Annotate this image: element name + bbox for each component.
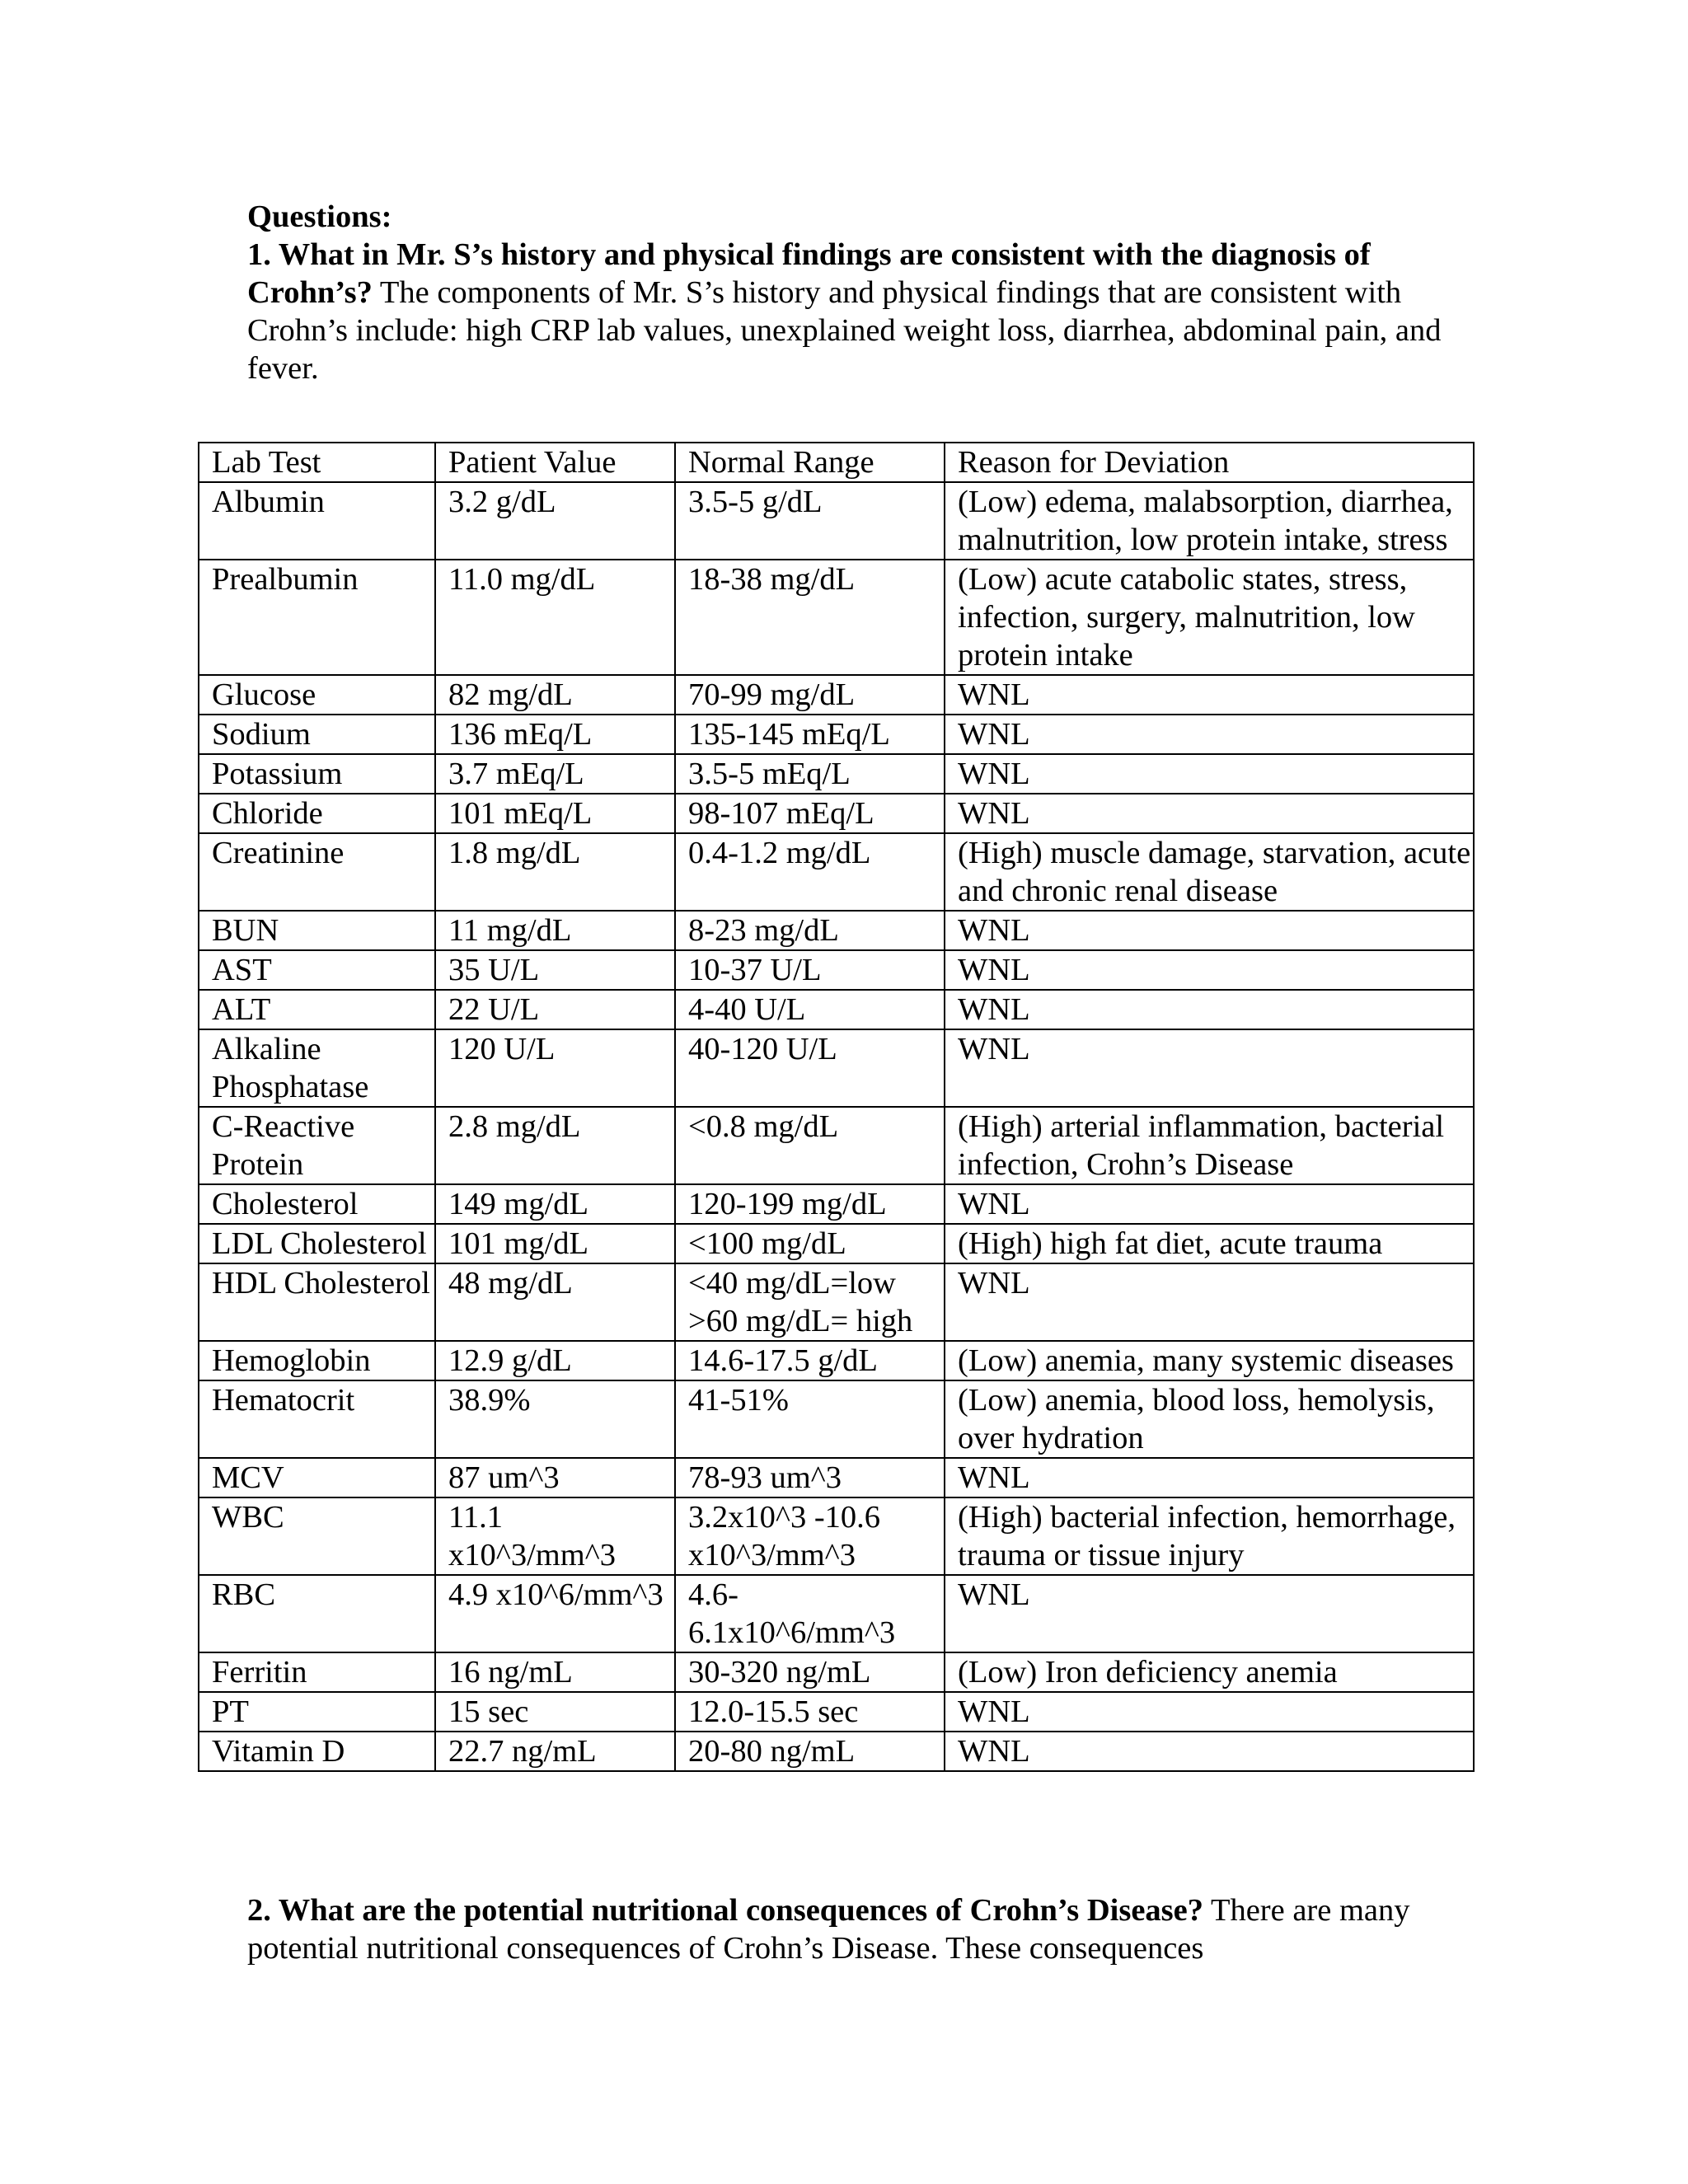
patient-value-cell: 16 ng/mL: [435, 1652, 675, 1692]
lab-test-cell: Prealbumin: [199, 560, 435, 675]
patient-value-cell: 82 mg/dL: [435, 675, 675, 715]
header-normal-range: Normal Range: [675, 443, 945, 482]
question-2-section: [247, 1891, 1451, 1967]
reason-cell: (Low) anemia, blood loss, hemolysis, over hydration: [945, 1380, 1474, 1458]
lab-test-cell: C-Reactive Protein: [199, 1107, 435, 1184]
header-patient-value: Patient Value: [435, 443, 675, 482]
patient-value-cell: 22 U/L: [435, 990, 675, 1029]
reason-cell: WNL: [945, 1184, 1474, 1224]
table-row: [199, 1380, 1474, 1458]
normal-range-cell: 98-107 mEq/L: [675, 794, 945, 833]
table-row: [199, 1652, 1474, 1692]
reason-cell: (Low) anemia, many systemic diseases: [945, 1341, 1474, 1380]
reason-cell: WNL: [945, 911, 1474, 950]
patient-value-cell: 2.8 mg/dL: [435, 1107, 675, 1184]
question-2-answer: There are many potential nutritional consequences of Crohn’s Disease. These consequences: [247, 1893, 1410, 1966]
patient-value-cell: 149 mg/dL: [435, 1184, 675, 1224]
table-row: [199, 990, 1474, 1029]
reason-cell: WNL: [945, 715, 1474, 754]
lab-test-cell: PT: [199, 1692, 435, 1732]
normal-range-cell: 8-23 mg/dL: [675, 911, 945, 950]
reason-cell: (High) arterial inflammation, bacterial infection, Crohn’s Disease: [945, 1107, 1474, 1184]
reason-cell: WNL: [945, 794, 1474, 833]
reason-cell: WNL: [945, 1732, 1474, 1771]
table-row: [199, 1497, 1474, 1575]
table-row: [199, 1732, 1474, 1771]
patient-value-cell: 4.9 x10^6/mm^3: [435, 1575, 675, 1652]
patient-value-cell: 136 mEq/L: [435, 715, 675, 754]
lab-table-body: [199, 443, 1474, 1771]
lab-test-cell: AST: [199, 950, 435, 990]
normal-range-cell: 3.2x10^3 -10.6 x10^3/mm^3: [675, 1497, 945, 1575]
question-2-paragraph: [247, 1891, 1451, 1967]
table-row: [199, 950, 1474, 990]
lab-test-cell: Vitamin D: [199, 1732, 435, 1771]
table-row: [199, 911, 1474, 950]
patient-value-cell: 35 U/L: [435, 950, 675, 990]
reason-cell: WNL: [945, 1692, 1474, 1732]
normal-range-cell: 0.4-1.2 mg/dL: [675, 833, 945, 911]
normal-range-cell: 3.5-5 mEq/L: [675, 754, 945, 794]
reason-cell: WNL: [945, 1458, 1474, 1497]
table-row: [199, 560, 1474, 675]
lab-test-cell: RBC: [199, 1575, 435, 1652]
lab-test-cell: Potassium: [199, 754, 435, 794]
header-lab-test: Lab Test: [199, 443, 435, 482]
patient-value-cell: 3.2 g/dL: [435, 482, 675, 560]
patient-value-cell: 101 mg/dL: [435, 1224, 675, 1263]
question-1-answer: The components of Mr. S’s history and physical findings that are consistent with Crohn’s include: high CRP lab values, unexplained weight loss, diarrhea, abdominal pain, and fever.: [247, 275, 1442, 386]
reason-cell: (Low) edema, malabsorption, diarrhea, malnutrition, low protein intake, stress: [945, 482, 1474, 560]
normal-range-cell: 70-99 mg/dL: [675, 675, 945, 715]
normal-range-cell: 20-80 ng/mL: [675, 1732, 945, 1771]
reason-cell: WNL: [945, 990, 1474, 1029]
reason-cell: (High) high fat diet, acute trauma: [945, 1224, 1474, 1263]
patient-value-cell: 22.7 ng/mL: [435, 1732, 675, 1771]
normal-range-cell: 3.5-5 g/dL: [675, 482, 945, 560]
lab-test-cell: ALT: [199, 990, 435, 1029]
patient-value-cell: 120 U/L: [435, 1029, 675, 1107]
table-row: [199, 1341, 1474, 1380]
question-1-section: [247, 198, 1451, 387]
normal-range-cell: 4-40 U/L: [675, 990, 945, 1029]
lab-values-table: [198, 442, 1475, 1772]
normal-range-cell: 78-93 um^3: [675, 1458, 945, 1497]
lab-test-cell: Alkaline Phosphatase: [199, 1029, 435, 1107]
table-row: [199, 1692, 1474, 1732]
reason-cell: (Low) Iron deficiency anemia: [945, 1652, 1474, 1692]
table-row: [199, 1575, 1474, 1652]
header-reason: Reason for Deviation: [945, 443, 1474, 482]
lab-test-cell: Hemoglobin: [199, 1341, 435, 1380]
patient-value-cell: 48 mg/dL: [435, 1263, 675, 1341]
reason-cell: (High) muscle damage, starvation, acute and chronic renal disease: [945, 833, 1474, 911]
normal-range-cell: 18-38 mg/dL: [675, 560, 945, 675]
reason-cell: WNL: [945, 1263, 1474, 1341]
table-row: [199, 1458, 1474, 1497]
lab-test-cell: MCV: [199, 1458, 435, 1497]
reason-cell: (High) bacterial infection, hemorrhage, trauma or tissue injury: [945, 1497, 1474, 1575]
patient-value-cell: 12.9 g/dL: [435, 1341, 675, 1380]
lab-test-cell: Albumin: [199, 482, 435, 560]
table-row: [199, 1224, 1474, 1263]
reason-cell: WNL: [945, 754, 1474, 794]
normal-range-cell: 10-37 U/L: [675, 950, 945, 990]
question-1-paragraph: [247, 236, 1451, 387]
lab-test-cell: Sodium: [199, 715, 435, 754]
patient-value-cell: 11.1 x10^3/mm^3: [435, 1497, 675, 1575]
normal-range-cell: <0.8 mg/dL: [675, 1107, 945, 1184]
table-header-row: [199, 443, 1474, 482]
table-row: [199, 1107, 1474, 1184]
patient-value-cell: 11 mg/dL: [435, 911, 675, 950]
normal-range-cell: 41-51%: [675, 1380, 945, 1458]
lab-test-cell: HDL Cholesterol: [199, 1263, 435, 1341]
normal-range-cell: 4.6-6.1x10^6/mm^3: [675, 1575, 945, 1652]
table-row: [199, 715, 1474, 754]
table-row: [199, 833, 1474, 911]
lab-test-cell: LDL Cholesterol: [199, 1224, 435, 1263]
normal-range-cell: <40 mg/dL=low >60 mg/dL= high: [675, 1263, 945, 1341]
table-row: [199, 1263, 1474, 1341]
normal-range-cell: 120-199 mg/dL: [675, 1184, 945, 1224]
table-row: [199, 754, 1474, 794]
patient-value-cell: 1.8 mg/dL: [435, 833, 675, 911]
normal-range-cell: 14.6-17.5 g/dL: [675, 1341, 945, 1380]
lab-test-cell: Creatinine: [199, 833, 435, 911]
patient-value-cell: 11.0 mg/dL: [435, 560, 675, 675]
reason-cell: (Low) acute catabolic states, stress, infection, surgery, malnutrition, low protein intake: [945, 560, 1474, 675]
patient-value-cell: 101 mEq/L: [435, 794, 675, 833]
normal-range-cell: 40-120 U/L: [675, 1029, 945, 1107]
question-1-text: 1. What in Mr. S’s history and physical findings are consistent with the diagnosis of Crohn’s?: [247, 237, 1371, 310]
questions-heading: Questions:: [247, 199, 392, 234]
reason-cell: WNL: [945, 950, 1474, 990]
lab-test-cell: Ferritin: [199, 1652, 435, 1692]
patient-value-cell: 87 um^3: [435, 1458, 675, 1497]
lab-test-cell: Hematocrit: [199, 1380, 435, 1458]
reason-cell: WNL: [945, 1575, 1474, 1652]
reason-cell: WNL: [945, 675, 1474, 715]
normal-range-cell: <100 mg/dL: [675, 1224, 945, 1263]
reason-cell: WNL: [945, 1029, 1474, 1107]
table-row: [199, 482, 1474, 560]
patient-value-cell: 15 sec: [435, 1692, 675, 1732]
question-2-text: 2. What are the potential nutritional consequences of Crohn’s Disease?: [247, 1893, 1204, 1928]
table-row: [199, 1029, 1474, 1107]
patient-value-cell: 3.7 mEq/L: [435, 754, 675, 794]
lab-test-cell: WBC: [199, 1497, 435, 1575]
lab-test-cell: Glucose: [199, 675, 435, 715]
patient-value-cell: 38.9%: [435, 1380, 675, 1458]
normal-range-cell: 12.0-15.5 sec: [675, 1692, 945, 1732]
lab-test-cell: Chloride: [199, 794, 435, 833]
normal-range-cell: 30-320 ng/mL: [675, 1652, 945, 1692]
table-row: [199, 794, 1474, 833]
lab-test-cell: Cholesterol: [199, 1184, 435, 1224]
table-row: [199, 675, 1474, 715]
table-row: [199, 1184, 1474, 1224]
normal-range-cell: 135-145 mEq/L: [675, 715, 945, 754]
lab-test-cell: BUN: [199, 911, 435, 950]
